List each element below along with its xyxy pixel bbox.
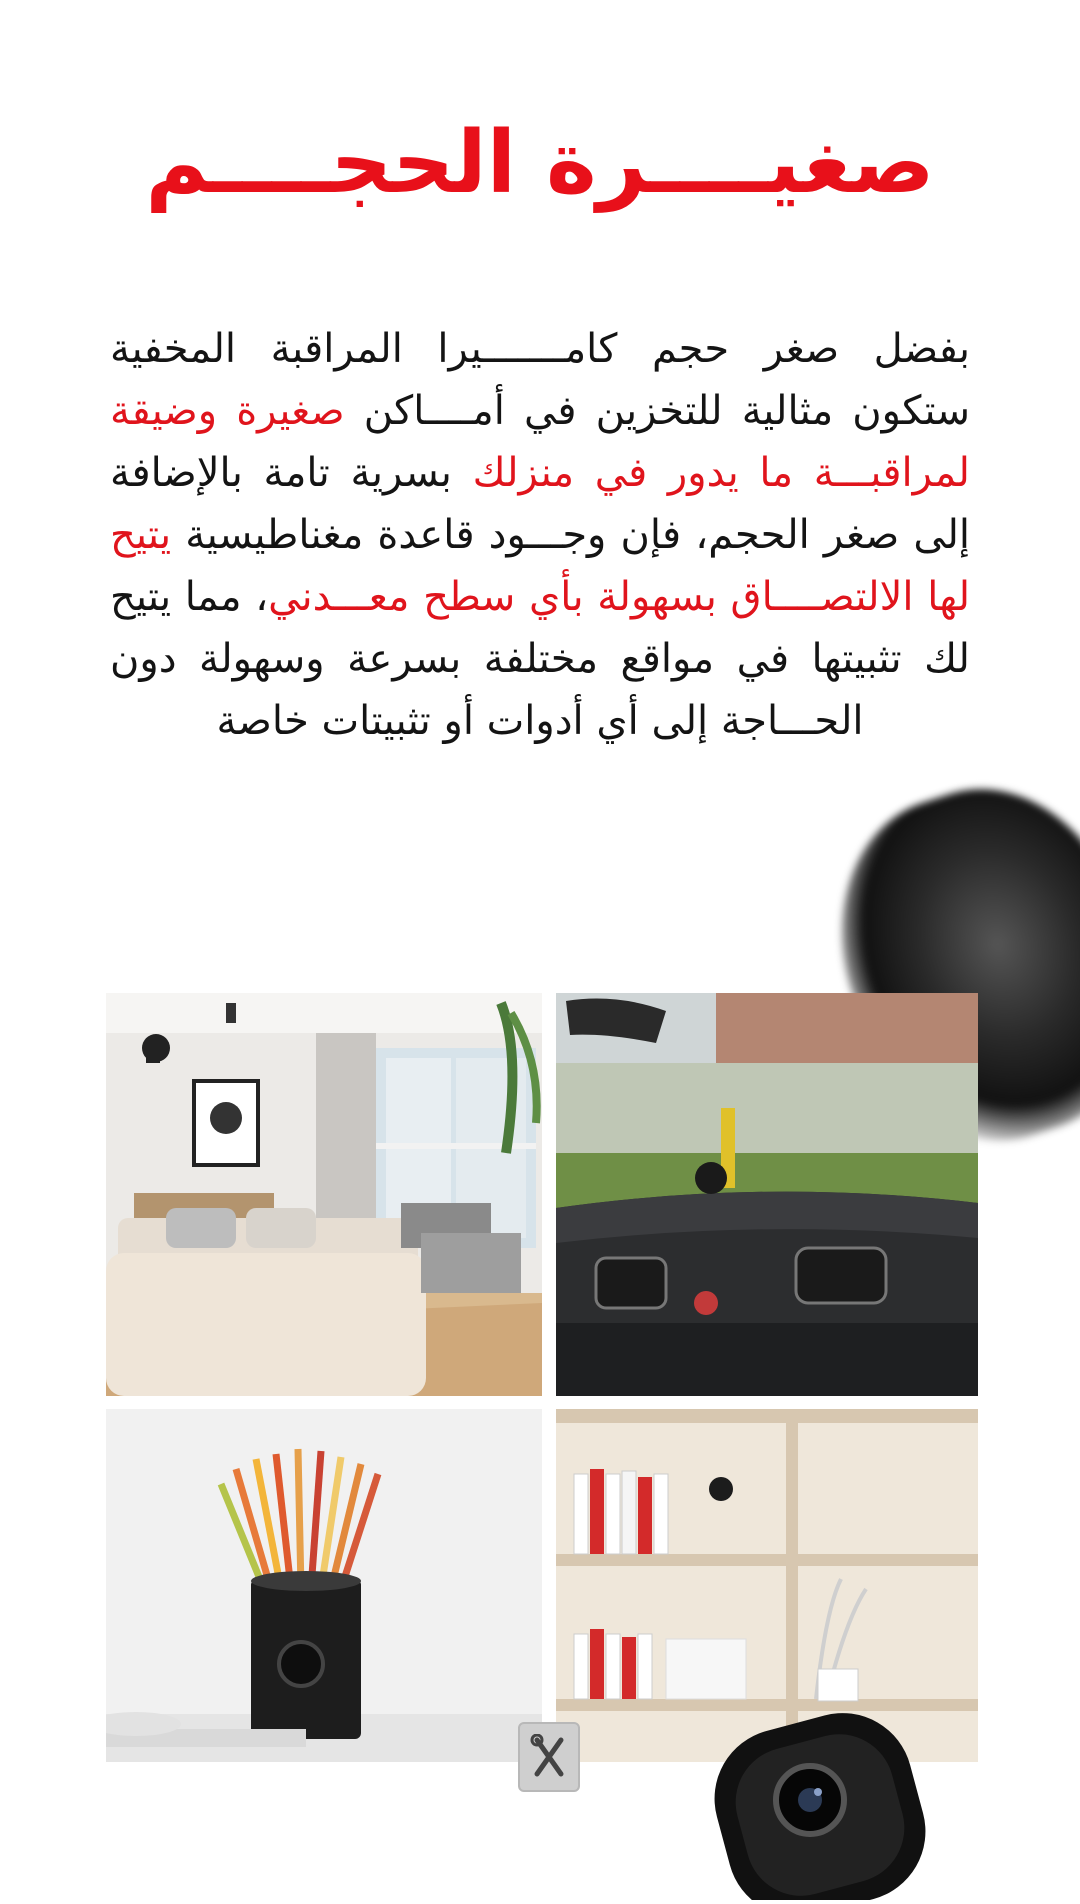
tools-icon (518, 1722, 580, 1792)
text-segment-3: ، مما يتيح لك تثبيتها في مواقع مختلفة بسرعة وسهولة دون الحـــاجة إلى أي أدوات أو تثبيتات خاصة (110, 574, 970, 744)
bedroom-photo (106, 993, 542, 1396)
pencil-holder-photo (106, 1409, 542, 1762)
text-segment-1: بفضل صغر حجم كامـــــــيرا المراقبة المخفية ستكون مثالية للتخزين في أمــــاكن (110, 326, 971, 434)
page-title: صغيــــرة الحجــــم (145, 113, 935, 213)
text-segment-2: بسرية تامة بالإضافة إلى صغر الحجم، فإن وجـــود قاعدة مغناطيسية (110, 450, 970, 558)
car-dashboard-photo (556, 993, 978, 1396)
description-paragraph (110, 318, 970, 752)
mini-camera-image (700, 1700, 960, 1900)
highlight-segment-2: يتيح لها الالتصــــاق بسهولة بأي سطح معـــدني (110, 512, 971, 620)
highlight-segment-1: صغيرة وضيقة لمراقبـــة ما يدور في منزلك (110, 388, 970, 496)
